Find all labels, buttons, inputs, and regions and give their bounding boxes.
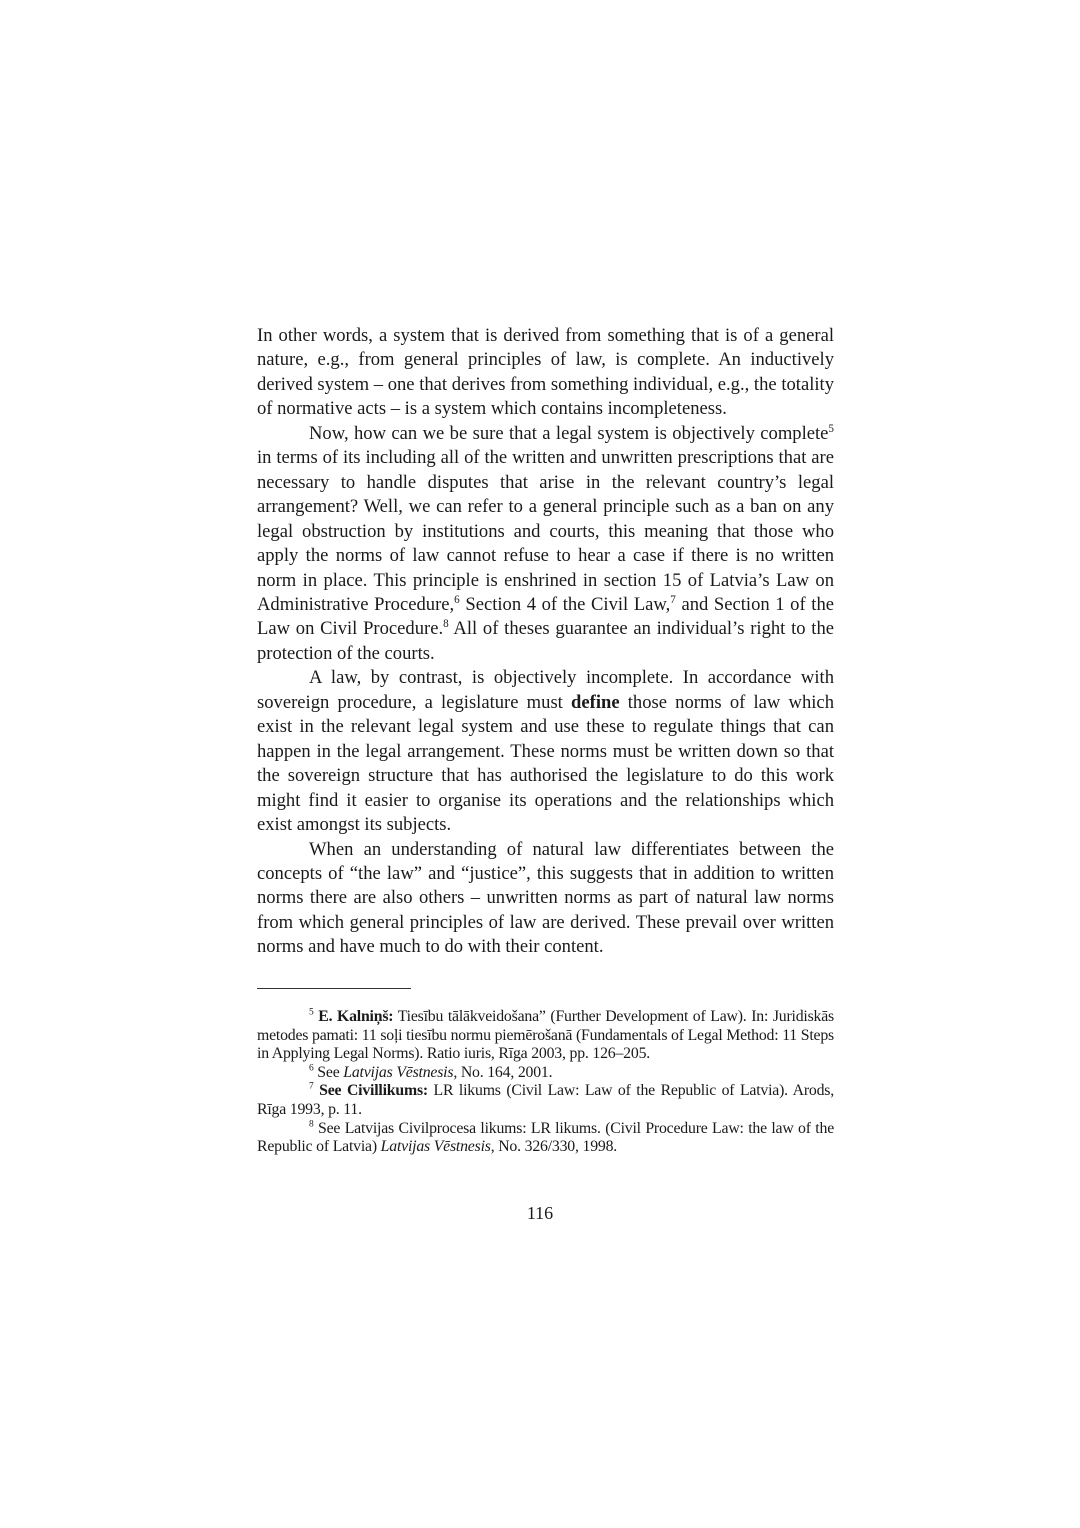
- text-run: Tiesību tālākveidošana” (Further Development of Law). In: Juridiskās metodes pamati: 11 soļi tiesību normu piemērošanā (Fundamentals of Legal Method: 11 Steps in Applying Legal Norms). Ratio iuris, Rīga 2003, pp. 126–205.: [257, 1008, 835, 1063]
- paragraph: [257, 838, 834, 960]
- italic-text: Latvijas Vēstnesis: [343, 1063, 454, 1081]
- bold-text: define: [571, 691, 620, 713]
- text-run: Section 4 of the Civil Law,: [459, 593, 671, 615]
- text-run: , No. 164, 2001.: [453, 1063, 553, 1081]
- text-run: those norms of law which exist in the relevant legal system and use these to regulate things that can happen in the legal arrangement. These norms must be written down so that the sovereign structure that has authorised the legislature to do this work might find it easier to organise its operations and the relationships which exist amongst its subjects.: [257, 691, 834, 836]
- footnote-marker: 5: [309, 1007, 314, 1018]
- text-run: , No. 326/330, 1998.: [490, 1138, 618, 1156]
- footnote-marker: 6: [309, 1063, 314, 1074]
- bold-text: E. Kalniņš:: [318, 1008, 394, 1025]
- footnote-marker: 8: [309, 1119, 314, 1130]
- footnote-separator: [257, 988, 411, 989]
- text-run: Now, how can we be sure that a legal system is objectively complete: [309, 422, 829, 444]
- footnote-marker: 7: [670, 593, 676, 606]
- text-run: When an understanding of natural law differentiates between the concepts of “the law” and “justice”, this suggests that in addition to written norms there are also others – unwritten norms as part of natural law norms from which general principles of law are derived. These prevail over written norms and have much to do with their content.: [257, 838, 834, 958]
- text-run: A law, by contrast, is objectively incomplete. In accordance with sovereign procedure, a legislature must: [257, 667, 834, 713]
- footnote: [257, 1064, 834, 1083]
- italic-text: Latvijas Vēstnesis: [380, 1138, 491, 1156]
- text-run: in terms of its including all of the written and unwritten prescriptions that are necessary to handle disputes that arise in the relevant country’s legal arrangement? Well, we can refer to a general principle such as a ban on any legal obstruction by institutions and courts, this meaning that those who apply the norms of law cannot refuse to hear a case if there is no written norm in place. This principle is enshrined in section 15 of Latvia’s Law on Administrative Procedure,: [257, 447, 834, 615]
- paragraph: [257, 422, 834, 667]
- body-text: [257, 324, 834, 960]
- text-run: LR likums (Civil Law: Law of the Republic of Latvia). Arods, Rīga 1993, p. 11.: [257, 1082, 834, 1118]
- text-run: See: [313, 1063, 344, 1081]
- text-run: In other words, a system that is derived from something that is of a general nature, e.g., from general principles of law, is complete. An inductively derived system – one that derives from something individual, e.g., the totality of normative acts – is a system which contains incompleteness.: [257, 325, 834, 420]
- page-number: 116: [526, 1203, 554, 1223]
- footnote-marker: 5: [828, 422, 834, 435]
- footnote: [257, 1120, 834, 1157]
- paragraph: [257, 324, 834, 422]
- text-run: All of theses guarantee an individual’s right to the protection of the courts.: [257, 618, 835, 664]
- text-run: See Latvijas Civilprocesa likums: LR likums. (Civil Procedure Law: the law of the Republic of Latvia): [257, 1119, 834, 1156]
- footnote-marker: 8: [443, 618, 449, 631]
- paragraph: [257, 666, 834, 837]
- footnote-marker: 6: [454, 593, 460, 606]
- footnote-marker: 7: [309, 1082, 314, 1093]
- footnote: [257, 1082, 834, 1119]
- bold-text: See Civillikums:: [319, 1082, 428, 1100]
- text-run: and Section 1 of the Law on Civil Procedure.: [257, 593, 834, 640]
- footnote: [257, 1008, 834, 1064]
- footnotes: [257, 1008, 834, 1157]
